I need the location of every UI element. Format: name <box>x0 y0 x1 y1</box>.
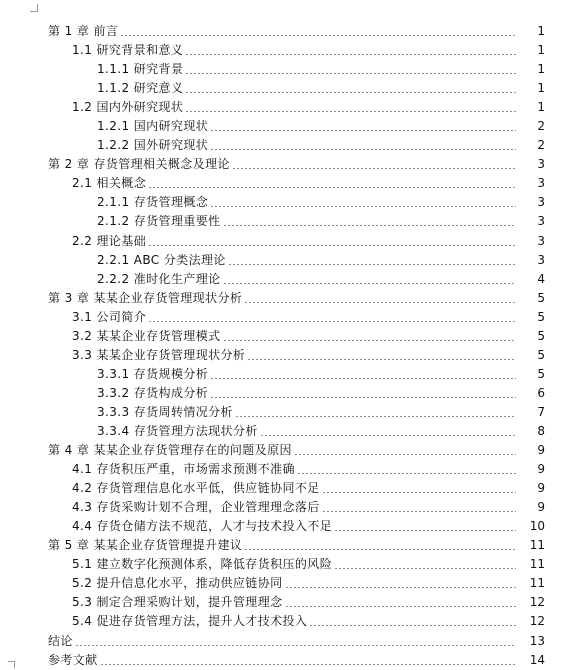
toc-entry-title: 第 4 章 某某企业存货管理存在的问题及原因 <box>48 443 292 458</box>
toc-entry[interactable] <box>0 612 588 631</box>
toc-dot-leader <box>185 111 516 112</box>
toc-entry[interactable] <box>0 136 588 155</box>
toc-dot-leader <box>210 397 516 398</box>
toc-entry-title: 结论 <box>48 633 73 648</box>
toc-entry-title: 2.2.1 ABC 分类法理论 <box>97 252 226 267</box>
toc-entry[interactable] <box>0 536 588 555</box>
toc-dot-leader <box>235 416 516 417</box>
toc-entry[interactable] <box>0 117 588 136</box>
toc-dot-leader <box>247 359 516 360</box>
toc-dot-leader <box>210 149 516 150</box>
toc-entry-title: 第 5 章 某某企业存货管理提升建议 <box>48 538 243 553</box>
toc-entry-title: 3.1 公司简介 <box>72 309 147 324</box>
toc-dot-leader <box>185 54 516 55</box>
toc-entry[interactable] <box>0 479 588 498</box>
toc-entry-title: 1.2 国内外研究现状 <box>72 100 184 115</box>
toc-entry-page-number: 5 <box>537 366 545 381</box>
table-of-contents <box>0 22 588 670</box>
toc-dot-leader <box>210 206 516 207</box>
toc-entry-title: 2.1.1 存货管理概念 <box>97 195 209 210</box>
toc-dot-leader <box>244 549 516 550</box>
toc-entry[interactable] <box>0 98 588 117</box>
toc-entry-page-number: 11 <box>529 557 545 572</box>
toc-dot-leader <box>148 187 516 188</box>
toc-dot-leader <box>334 530 516 531</box>
toc-entry-page-number: 13 <box>529 633 545 648</box>
toc-entry-page-number: 9 <box>537 500 545 515</box>
toc-entry-page-number: 1 <box>537 24 545 39</box>
toc-dot-leader <box>260 435 516 436</box>
toc-entry-page-number: 7 <box>537 404 545 419</box>
toc-entry-title: 3.2 某某企业存货管理模式 <box>72 328 221 343</box>
toc-entry-title: 5.4 促进存货管理方法，提升人才技术投入 <box>72 614 308 629</box>
toc-dot-leader <box>223 283 516 284</box>
toc-entry-page-number: 12 <box>529 614 545 629</box>
toc-entry-title: 1.1.2 研究意义 <box>97 81 184 96</box>
toc-dot-leader <box>148 245 516 246</box>
toc-entry-page-number: 2 <box>537 119 545 134</box>
toc-entry-page-number: 3 <box>537 176 545 191</box>
toc-entry-page-number: 1 <box>537 100 545 115</box>
toc-entry-page-number: 5 <box>537 290 545 305</box>
toc-entry[interactable] <box>0 365 588 384</box>
toc-entry-title: 3.3.4 存货管理方法现状分析 <box>97 424 258 438</box>
toc-dot-leader <box>322 492 516 493</box>
toc-entry[interactable] <box>0 212 588 231</box>
toc-dot-leader <box>309 625 516 626</box>
toc-entry-page-number: 5 <box>537 328 545 343</box>
toc-entry-title: 4.3 存货采购计划不合理，企业管理理念落后 <box>72 500 320 515</box>
toc-entry[interactable] <box>0 193 588 212</box>
toc-entry-page-number: 1 <box>537 81 545 96</box>
toc-entry[interactable] <box>0 289 588 308</box>
toc-entry-page-number: 12 <box>529 595 545 610</box>
toc-entry-page-number: 2 <box>537 138 545 153</box>
toc-entry[interactable] <box>0 517 588 536</box>
toc-dot-leader <box>285 606 517 607</box>
toc-entry-title: 4.1 存货积压严重，市场需求预测不准确 <box>72 462 295 477</box>
toc-entry[interactable] <box>0 22 588 41</box>
toc-entry-page-number: 6 <box>537 385 545 400</box>
toc-entry-page-number: 5 <box>537 347 545 362</box>
toc-entry-title: 1.1 研究背景和意义 <box>72 43 184 58</box>
toc-entry-page-number: 14 <box>529 652 545 667</box>
toc-dot-leader <box>210 130 516 131</box>
toc-entry[interactable] <box>0 593 588 612</box>
toc-entry-page-number: 11 <box>529 576 545 591</box>
toc-entry-page-number: 3 <box>537 252 545 267</box>
toc-entry-title: 2.2 理论基础 <box>72 233 147 248</box>
toc-entry[interactable] <box>0 174 588 193</box>
toc-entry-page-number: 4 <box>537 271 545 286</box>
toc-entry[interactable] <box>0 384 588 403</box>
toc-entry[interactable] <box>0 651 588 670</box>
toc-entry-title: 2.1 相关概念 <box>72 176 147 191</box>
toc-entry-title: 4.4 存货仓储方法不规范，人才与技术投入不足 <box>72 519 333 534</box>
toc-entry-page-number: 3 <box>537 195 545 210</box>
toc-entry-title: 4.2 存货管理信息化水平低，供应链协同不足 <box>72 481 320 496</box>
toc-dot-leader <box>285 587 517 588</box>
toc-entry[interactable] <box>0 498 588 517</box>
toc-dot-leader <box>232 168 516 169</box>
toc-entry[interactable] <box>0 79 588 98</box>
toc-dot-leader <box>148 321 516 322</box>
toc-entry[interactable] <box>0 270 588 289</box>
toc-entry[interactable] <box>0 155 588 174</box>
toc-entry-title: 2.1.2 存货管理重要性 <box>97 214 221 229</box>
toc-entry-page-number: 3 <box>537 157 545 172</box>
toc-dot-leader <box>294 454 516 455</box>
toc-dot-leader <box>223 340 517 341</box>
toc-entry[interactable] <box>0 308 588 327</box>
toc-entry[interactable] <box>0 574 588 593</box>
toc-entry-title: 3.3.2 存货构成分析 <box>97 385 209 400</box>
toc-entry-title: 2.2.2 准时化生产理论 <box>97 271 221 286</box>
toc-entry-page-number: 1 <box>537 43 545 58</box>
toc-entry-title: 3.3.1 存货规模分析 <box>97 366 209 381</box>
page-corner-mark <box>30 4 38 12</box>
toc-entry[interactable] <box>0 460 588 479</box>
toc-entry[interactable] <box>0 441 588 460</box>
toc-dot-leader <box>120 35 516 36</box>
toc-entry-title: 第 3 章 某某企业存货管理现状分析 <box>48 290 243 305</box>
toc-entry[interactable] <box>0 555 588 574</box>
toc-entry-title: 3.3 某某企业存货管理现状分析 <box>72 347 246 362</box>
toc-dot-leader <box>223 225 516 226</box>
toc-entry-page-number: 9 <box>537 462 545 477</box>
toc-dot-leader <box>334 568 516 569</box>
page-corner-mark-bottom <box>8 661 15 668</box>
toc-entry-page-number: 5 <box>537 309 545 324</box>
toc-entry[interactable] <box>0 41 588 60</box>
toc-entry[interactable] <box>0 632 588 651</box>
toc-dot-leader <box>185 73 516 74</box>
toc-entry-title: 参考文献 <box>48 652 98 667</box>
toc-entry-title: 1.2.2 国外研究现状 <box>97 138 209 153</box>
toc-dot-leader <box>75 645 516 646</box>
toc-entry-title: 1.1.1 研究背景 <box>97 62 184 77</box>
toc-dot-leader <box>100 664 516 665</box>
toc-entry-page-number: 3 <box>537 233 545 248</box>
toc-entry[interactable] <box>0 403 588 422</box>
toc-entry-page-number: 9 <box>537 443 545 458</box>
toc-entry-title: 5.1 建立数字化预测体系，降低存货积压的风险 <box>72 557 333 572</box>
toc-dot-leader <box>228 264 516 265</box>
toc-dot-leader <box>322 511 516 512</box>
toc-entry-title: 1.2.1 国内研究现状 <box>97 119 209 134</box>
toc-entry[interactable] <box>0 251 588 270</box>
toc-entry-page-number: 8 <box>537 424 545 438</box>
toc-entry-title: 5.2 提升信息化水平，推动供应链协同 <box>72 576 283 591</box>
toc-entry-title: 第 2 章 存货管理相关概念及理论 <box>48 157 230 172</box>
toc-entry[interactable] <box>0 422 588 441</box>
toc-entry[interactable] <box>0 60 588 79</box>
toc-dot-leader <box>210 378 516 379</box>
toc-entry[interactable] <box>0 232 588 251</box>
toc-dot-leader <box>244 302 516 303</box>
toc-dot-leader <box>185 92 516 93</box>
toc-entry-page-number: 3 <box>537 214 545 229</box>
toc-entry[interactable] <box>0 346 588 365</box>
toc-entry-title: 3.3.3 存货周转情况分析 <box>97 404 233 419</box>
toc-entry-page-number: 11 <box>529 538 545 553</box>
toc-dot-leader <box>297 473 516 474</box>
toc-entry[interactable] <box>0 327 588 346</box>
toc-entry-page-number: 9 <box>537 481 545 496</box>
toc-entry-page-number: 1 <box>537 62 545 77</box>
toc-entry-title: 第 1 章 前言 <box>48 24 119 39</box>
toc-entry-title: 5.3 制定合理采购计划，提升管理理念 <box>72 595 283 610</box>
toc-entry-page-number: 10 <box>529 519 545 534</box>
